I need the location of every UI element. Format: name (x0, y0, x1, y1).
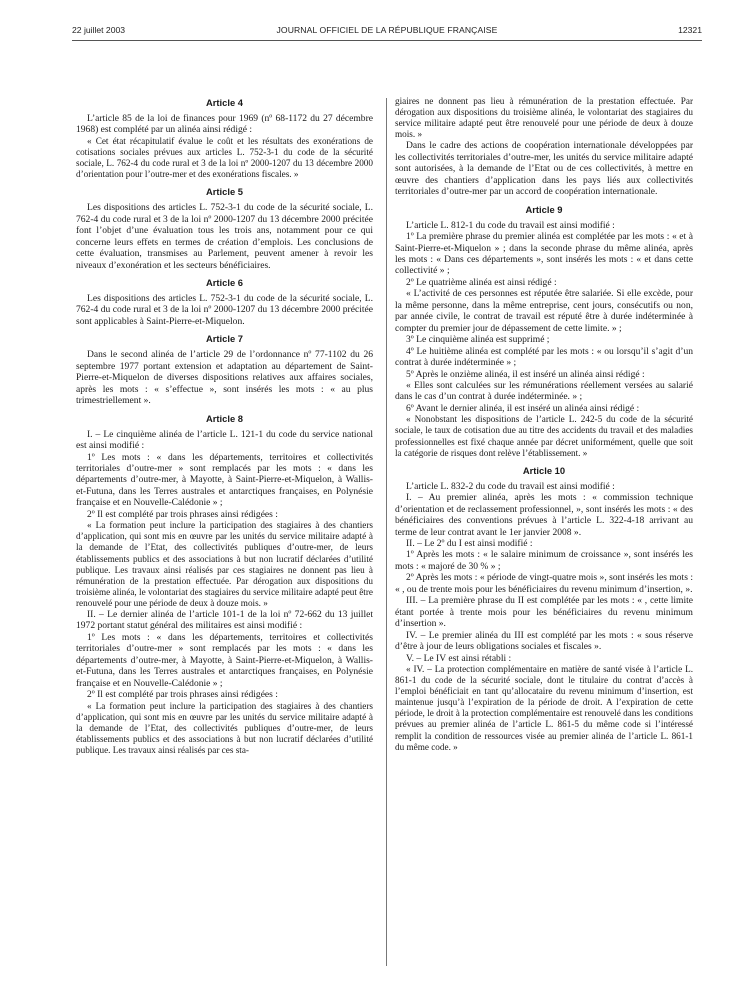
article-5-title: Article 5 (206, 186, 243, 198)
right-column (395, 96, 693, 753)
article-4-title: Article 4 (206, 97, 243, 108)
article-8-para-1: I. – Le cinquième alinéa de l’article L. 121-1 du code du service national est ainsi modifié : (76, 428, 373, 452)
article-10-para-3: II. – Le 2º du I est ainsi modifié : (406, 537, 533, 549)
article-8-para-4: « La formation peut inclure la participation des stagiaires à des chantiers d’application, qui sont mis en œuvre par les unités du service militaire adapté à la demande de l’Etat, des collectivités publiques d’outre-mer, de leurs établissements publics et des associations à but non lucratif déclarées d’utilité publique. Les travaux ainsi réalisés par ces stagiaires ne donnent pas lieu à rémunération de la prestation effectuée. Par dérogation aux dispositions du troisième alinéa, le volontariat des stagiaires du service militaire adapté peut être renouvelé pour une période de deux à douze mois. » (76, 520, 373, 608)
header-journal-title: JOURNAL OFFICIEL DE LA RÉPUBLIQUE FRANÇAISE (276, 25, 498, 35)
article-10-para-9: « IV. – La protection complémentaire en matière de santé visée à l’article L. 861-1 du code de la sécurité sociale, dont le titulaire du contrat d’accès à l’emploi bénéficiait en tant qu’allocataire du revenu minimum d’insertion, est maintenue jusqu’à l’expiration de la période de droit. A l’expiration de cette période, le droit à la protection complémentaire est renouvelé dans les conditions prévues au premier alinéa de l’article L. 861-5 du même code si l’intéressé remplit la condition de ressources visée au premier alinéa de l’article L. 861-1 du même code. » (395, 663, 693, 752)
header-page-number: 12321 (678, 25, 702, 35)
article-8-para-8: « La formation peut inclure la participation des stagiaires à des chantiers d’application, qui sont mis en œuvre par les unités du service militaire adapté à la demande de l’Etat, des collectivités publiques d’outre-mer, de leurs établissements publics et des associations à but non lucratif déclarées d’utilité publique. Les travaux ainsi réalisés par ces sta- (76, 700, 373, 755)
article-8-para-3: 2º Il est complété par trois phrases ainsi rédigées : (87, 508, 278, 520)
article-6-title: Article 6 (206, 277, 243, 288)
article-9-para-8: « Elles sont calculées sur les rémunérations réellement versées au salarié dans le cas d’un contrat à durée indéterminée. » ; (395, 379, 693, 403)
page-header (72, 24, 702, 36)
article-9-para-6: 4º Le huitième alinéa est complété par les mots : « ou lorsqu’il s’agit d’un contrat à durée indéterminée » ; (395, 345, 693, 369)
article-9-para-4: « L’activité de ces personnes est réputée être salariée. Si elle excède, pour la même personne, dans la même entreprise, cent jours, consécutifs ou non, par année civile, le contrat de travail est réputé être à durée indéterminée à compter du premier jour de dépassement de cette limite. » ; (395, 288, 693, 334)
article-7-title: Article 7 (206, 333, 243, 345)
article-8-para-7: 2º Il est complété par trois phrases ainsi rédigées : (87, 689, 278, 701)
column-divider (386, 98, 387, 966)
article-4-para-1: L’article 85 de la loi de finances pour 1969 (nº 68-1172 du 27 décembre 1968) est complété par un alinéa ainsi rédigé : (76, 113, 373, 136)
article-5-para-1: Les dispositions des articles L. 752-3-1 du code de la sécurité sociale, L. 762-4 du code rural et 3 de la loi nº 2000-1207 du 13 décembre 2000 précitée font l’objet d’une évaluation tous les trois ans, notamment pour ce qui concerne leurs effets en termes de création d’emplois. Les conclusions de cette évaluation, transmises au Parlement, peuvent amener à revoir les niveaux d’exonération et les secteurs bénéficiaires. (76, 202, 373, 271)
article-9-para-5: 3º Le cinquième alinéa est supprimé ; (406, 334, 550, 346)
article-8-para-5: II. – Le dernier alinéa de l’article 101-1 de la loi nº 72-662 du 13 juillet 1972 portant statut général des militaires est ainsi modifié : (76, 609, 373, 632)
article-8-para-6: 1º Les mots : « dans les départements, territoires et collectivités territoriales d’outre-mer » sont remplacés par les mots : « dans les départements d’outre-mer, à Mayotte, à Saint-Pierre-et-Miquelon, à Wallis-et-Futuna, dans les Terres australes et antarctiques françaises, en Polynésie française et en Nouvelle-Calédonie » ; (76, 631, 373, 689)
article-9-title: Article 9 (525, 203, 563, 215)
article-4-para-2: « Cet état récapitulatif évalue le coût et les résultats des exonérations de cotisations sociales prévues aux articles L. 752-3-1 du code de la sécurité sociale, L. 762-4 du code rural et 3 de la loi nº 2000-1207 du 13 décembre 2000 d’orientation pour l’outre-mer et des exonérations fiscales. » (76, 135, 373, 180)
article-6-para-1: Les dispositions des articles L. 752-3-1 du code de la sécurité sociale, L. 762-4 du code rural et 3 de la loi nº 2000-1207 du 13 décembre 2000 précitée sont applicables à Saint-Pierre-et-Miquelon. (76, 293, 373, 327)
article-7-para-1: Dans le second alinéa de l’article 29 de l’ordonnance nº 77-1102 du 26 septembre 1977 portant extension et adaptation au département de Saint-Pierre-et-Miquelon de diverses dispositions relatives aux affaires sociales, après les mots : « s’effectue », sont insérés les mots : « au plus trimestriellement ». (76, 349, 373, 407)
article-10-title: Article 10 (522, 464, 566, 476)
header-date: 22 juillet 2003 (72, 25, 126, 35)
article-8-cooperation-para: Dans le cadre des actions de coopération internationale développées par les collectivités territoriales d’outre-mer, les unités du service militaire adapté sont autorisées, à la demande de l’Etat ou de ces collectivités, à mettre en œuvre des chantiers d’application dans les pays liés aux collectivités territoriales d’outre-mer par un accord de coopération internationale. (395, 140, 693, 198)
article-10-para-4: 1º Après les mots : « le salaire minimum de croissance », sont insérés les mots : « majoré de 30 % » ; (395, 549, 693, 572)
article-9-para-9: 6º Avant le dernier alinéa, il est inséré un alinéa ainsi rédigé : (406, 402, 640, 414)
article-8-para-2: 1º Les mots : « dans les départements, territoires et collectivités territoriales d’outre-mer » sont remplacés par les mots : « dans les départements d’outre-mer, à Mayotte, à Saint-Pierre-et-Miquelon, à Wallis-et-Futuna, dans les Terres australes et antarctiques françaises, en Polynésie française et en Nouvelle-Calédonie » ; (76, 451, 373, 509)
article-9-para-2: 1º La première phrase du premier alinéa est complétée par les mots : « et à Saint-Pierre-et-Miquelon » ; dans la seconde phrase du même alinéa, après les mots : « Dans ces départements », sont insérés les mots : « et dans cette collectivité » ; (395, 231, 693, 277)
article-10-para-6: III. – La première phrase du II est complétée par les mots : « , cette limite étant portée à trente mois pour les bénéficiaires du revenu minimum d’insertion ». (395, 595, 693, 630)
article-9-para-7: 5º Après le onzième alinéa, il est inséré un alinéa ainsi rédigé : (406, 368, 645, 380)
article-8-title: Article 8 (206, 412, 243, 424)
article-8-continuation: giaires ne donnent pas lieu à rémunération de la prestation effectuée. Par dérogation aux dispositions du troisième alinéa, le volontariat des stagiaires du service militaire adapté peut être renouvelé pour une période de deux à douze mois. » (395, 96, 693, 140)
header-rule (72, 40, 702, 41)
article-9-para-1: L’article L. 812-1 du code du travail est ainsi modifié : (406, 219, 615, 231)
article-10-para-1: L’article L. 832-2 du code du travail est ainsi modifié : (406, 480, 615, 492)
article-10-para-8: V. – Le IV est ainsi rétabli : (406, 652, 512, 664)
article-9-para-3: 2º Le quatrième alinéa est ainsi rédigé : (406, 276, 557, 288)
article-10-para-5: 2º Après les mots : « période de vingt-quatre mois », sont insérés les mots : « , ou de trente mois pour les bénéficiaires du revenu minimum d’insertion, ». (395, 572, 693, 595)
article-9-para-10: « Nonobstant les dispositions de l’article L. 242-5 du code de la sécurité sociale, le taux de cotisation due au titre des accidents du travail et des maladies professionnelles est fixé chaque année par décret uniformément, quelle que soit la catégorie de risques dont relève l’établissement. » (395, 414, 693, 458)
left-column (76, 97, 373, 756)
article-10-para-7: IV. – Le premier alinéa du III est complété par les mots : « sous réserve d’être à jour de leurs obligations sociales et fiscales ». (395, 629, 693, 653)
article-10-para-2: I. – Au premier alinéa, après les mots : « commission technique d’orientation et de reclassement professionnel, », sont insérés les mots : « des bénéficiaires des conventions prévues à l’article L. 322-4-18 arrivant au terme de leur contrat avant le 1er janvier 2008 ». (395, 492, 693, 538)
